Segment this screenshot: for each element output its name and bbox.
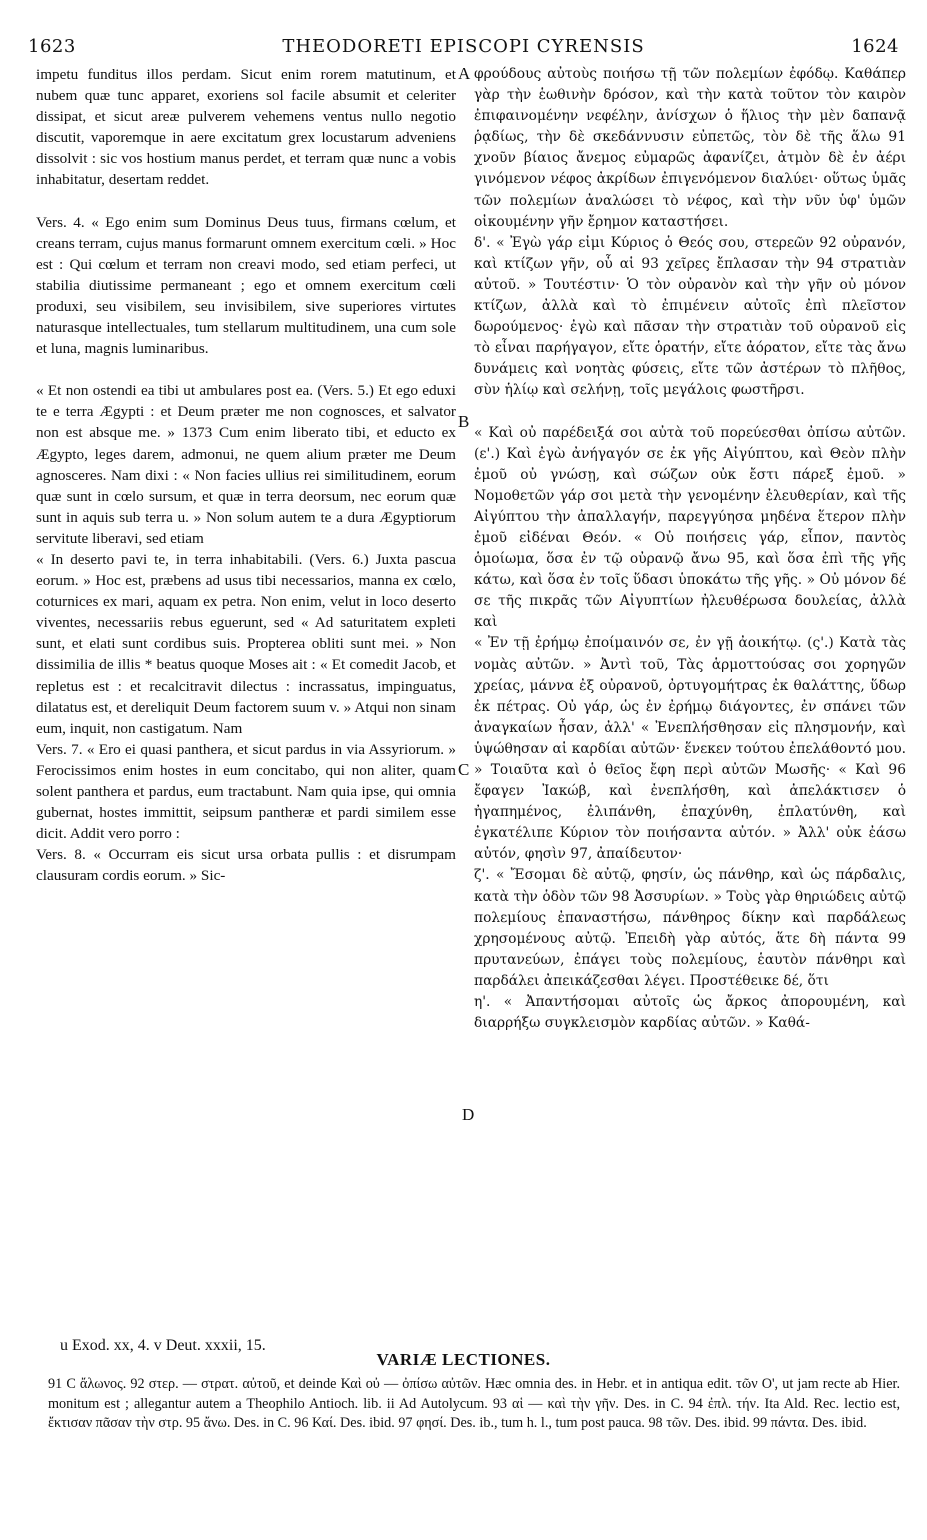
latin-paragraph: Vers. 4. « Ego enim sum Dominus Deus tuus, firmans cœlum, et creans terram, cujus manus formarunt omnem exercitum cœli. » Hoc est : Qui cœlum et terram non creavi modo, sed etiam perfeci, ut stabilia diutissime permaneant ; ego et omnem exercitum cœli produxi, seu visibilem, seu invisibilem, sive superiores virtutes naturasque intellectuales, tum stellarum multitudinem, una cum sole et luna, magnis luminaribus. xyxy=(36,213,456,358)
greek-paragraph: « Καὶ οὐ παρέδειξά σοι αὐτὰ τοῦ πορεύεσθαι ὀπίσω αὐτῶν. (ε'.) Καὶ ἐγὼ ἀνήγαγόν σε ἐκ γῆς Αἰγύπτου, καὶ Θεὸν πλὴν ἐμοῦ οὐ γνώσῃ, καὶ σώζων οὐκ ἔστι πάρεξ ἐμοῦ. » Νομοθετῶν γάρ σοι μετὰ τὴν γενομένην ἐλευθερίαν, καὶ τῆς Αἰγύπτου τὴν ἀπαλλαγήν, παρεγγύησα μηδένα ἕτερον πλὴν ἐμοῦ εἰδέναι Θεόν. « Οὐ ποιήσεις γάρ, εἶπον, παντὸς ὁμοίωμα, ὅσα ἐν τῷ οὐρανῷ ἄνω 95, καὶ ὅσα ἐπὶ τῆς γῆς κάτω, καὶ ὅσα ἐν τοῖς ὕδασι ὑποκάτω τῆς γῆς. » Οὐ μόνον δέ σε τῆς πικρᾶς τῶν Αἰγυπτίων ἠλευθέρωσα δουλείας, ἀλλὰ καὶ xyxy=(474,424,906,631)
latin-paragraph: Vers. 8. « Occurram eis sicut ursa orbata pullis : et disrumpam clausuram cordis eorum. » Sic- xyxy=(36,846,456,885)
page-number-left: 1623 xyxy=(28,36,76,57)
margin-marker-b: B xyxy=(458,412,470,431)
footnotes: u Exod. xx, 4. v Deut. xxxii, 15. xyxy=(60,1337,266,1354)
latin-paragraph: impetu funditus illos perdam. Sicut enim rorem matutinum, et nubem quæ tunc apparet, exoriens sol facile absumit et celeriter dissipat, et sicut areæ pulverem vehemens ventus nullo negotio discutit, vaporemque in aere excitatum grex locustarum adveniens dissolvit : sic vos hostium manus perdet, et terram quæ nunc a vobis inhabitatur, desertam reddet. xyxy=(36,66,456,189)
latin-paragraph: « In deserto pavi te, in terra inhabitabili. (Vers. 6.) Juxta pascua eorum. » Hoc est, præbens ad usus tibi necessarios, manna ex cœlo, coturnices ex mari, aquam ex petra. Non enim, velut in loco deserto viventes, necessariis rebus eguerunt, sed « Ad saturitatem expleti sunt, et elati sunt cordibus suis. Propterea obliti sunt mei. » Non dissimilia de illis * beatus quoque Moses ait : « Et comedit Jacob, et repletus est : et recalcitravit dilectus : incrassatus, impinguatus, dilatatus est, et dereliquit Deum factorem suum v. » Atqui non sinam eum, inquit, non castigatum. Nam xyxy=(36,550,456,737)
greek-column xyxy=(474,64,906,1034)
margin-marker-c: C xyxy=(458,760,470,779)
greek-paragraph: η'. « Ἀπαντήσομαι αὐτοῖς ὡς ἄρκος ἀπορουμένη, καὶ διαρρήξω συγκλεισμὸν καρδίας αὐτῶν. » Καθά- xyxy=(474,994,906,1032)
latin-paragraph: « Et non ostendi ea tibi ut ambulares post ea. (Vers. 5.) Et ego eduxi te e terra Ægypti : et Deum præter me non cognosces, et salvator non est absque me. » 1373 Cum enim liberato tibi, et educto ex Ægypto, leges darem, admonui, ne quem alium præter me Deum agnosceres. Nam dixi : « Non facies ullius rei similitudinem, eorum quæ sunt in cœlo sursum, et quæ in terra deorsum, nec eorum quæ sunt in aquis sub terra u. » Non solum autem te a dura Ægyptiorum servitute liberavi, sed etiam xyxy=(36,382,456,547)
greek-paragraph: δ'. « Ἐγὼ γάρ εἰμι Κύριος ὁ Θεός σου, στερεῶν 92 οὐρανόν, καὶ κτίζων γῆν, οὗ αἱ 93 χεῖρες ἔπλασαν τὴν 94 στρατιὰν αὐτοῦ. » Τουτέστιν· Ὁ τὸν οὐρανὸν καὶ τὴν γῆν οὐ μόνον κτίζων, ἀλλὰ καὶ τὸ ἐπιμένειν αὐτοῖς ἐπὶ πλεῖστον δωρούμενος· ἐγὼ καὶ πᾶσαν τὴν στρατιὰν τοῦ οὐρανοῦ εἰς τὸ εἶναι παρήγαγον, εἴτε ὁρατήν, εἴτε ἀόρατον, εἴτε τὰς ἄνω δυνάμεις καὶ νοητὰς φύσεις, εἴτε τῶν ἀστέρων τὸ πλῆθος, σὺν ἡλίῳ καὶ σελήνῃ, τοῖς μεγάλοις φωστῆρσι. xyxy=(474,234,906,399)
margin-marker-d: D xyxy=(462,1105,475,1124)
running-title: THEODORETI EPISCOPI CYRENSIS xyxy=(282,36,645,57)
page-header xyxy=(28,36,899,62)
variae-lectiones-text: 91 C ἄλωνος. 92 στερ. — στρατ. αὐτοῦ, et deinde Καὶ οὐ — ὀπίσω αὐτῶν. Hæc omnia des. in Hebr. et in antiqua edit. τῶν Ο', ut jam recte ab Hier. monitum est ; allegantur autem a Theophilo Antioch. lib. ii Ad Autolycum. 93 αἱ — καὶ τὴν γῆν. Des. in C. 94 ἐπλ. τήν. Ita Ald. Rec. lectio est, ἔκτισαν πᾶσαν τὴν στρ. 95 ἄνω. Des. in C. 96 Καί. Des. ibid. 97 φησί. Des. ib., tum h. l., tum post pauca. 98 τῶν. Des. ibid. 99 πάντα. Des. ibid. xyxy=(48,1376,900,1431)
greek-paragraph: « Ἐν τῇ ἐρήμῳ ἐποίμαινόν σε, ἐν γῇ ἀοικήτῳ. (ς'.) Κατὰ τὰς νομὰς αὐτῶν. » Ἀντὶ τοῦ, Τὰς ἁρμοττούσας σοι χορηγῶν χρείας, μάννα ἐξ οὐρανοῦ, ὀρτυγομήτρας ἐκ θαλάττης, ὕδωρ ἐκ πέτρας. Οὐ γάρ, ὡς ἐν ἐρήμῳ διάγοντες, ἐν σπάνει τῶν ἀναγκαίων ἦσαν, ἀλλ' « Ἐνεπλήσθησαν εἰς πλησμονήν, καὶ ὑψώθησαν αἱ καρδίαι αὐτῶν· ἕνεκεν τούτου ἐπελάθοντό μου. » Τοιαῦτα καὶ ὁ θεῖος ἔφη περὶ αὐτῶν Μωσῆς· « Καὶ 96 ἔφαγεν Ἰακώβ, καὶ ἐνεπλήσθη, καὶ ἀπελάκτισεν ὁ ἠγαπημένος, ἐλιπάνθη, ἐπαχύνθη, ἐπλατύνθη, καὶ ἐγκατέλιπε Κύριον τὸν ποιήσαντα αὐτόν. » Ἀλλ' οὐκ ἐάσω αὐτόν, φησὶν 97, ἀπαίδευτον· xyxy=(474,635,906,863)
margin-marker-a: A xyxy=(458,64,471,83)
page-number-right: 1624 xyxy=(851,36,899,57)
greek-paragraph: φρούδους αὐτοὺς ποιήσω τῇ τῶν πολεμίων ἐφόδῳ. Καθάπερ γὰρ τὴν ἑωθινὴν δρόσον, καὶ τὴν κατὰ τοῦτον τὸν καιρὸν ἐπιφαινομένην νεφέλην, ἀνίσχων ὁ ἥλιος τὴν μὲν δαπανᾷ ῥᾳδίως, τὴν δὲ σκεδάννυσιν εὐπετῶς, τὸν δὲ τῆς ἅλω 91 χνοῦν βίαιος ἄνεμος εὐμαρῶς ἀφανίζει, ἀτμὸν δὲ ἐν ἀέρι γινόμενον νέφος ἀκρίδων ἐπιγενόμενον διαλύει· οὕτως ὑμᾶς τῶν πολεμίων ἀναλώσει τὸ νέφος, καὶ τὴν νῦν ὑφ' ὑμῶν οἰκουμένην γῆν ἔρημον καταστήσει. xyxy=(474,66,906,230)
latin-column xyxy=(36,64,456,886)
greek-paragraph: ζ'. « Ἔσομαι δὲ αὐτῷ, φησίν, ὡς πάνθηρ, καὶ ὡς πάρδαλις, κατὰ τὴν ὁδὸν τῶν 98 Ἀσσυρίων. » Τοὺς γὰρ θηριώδεις αὐτῷ πολεμίους ἐπαναστήσω, πάνθηρος δίκην καὶ παρδάλεως χρησομένους αὐτῷ. Ἐπειδὴ γὰρ αὐτός, ἅτε δὴ πάντα 99 πρυτανεύων, ἐπάγει τοὺς πολεμίους, ἑαυτὸν πάνθηρι καὶ παρδάλει ἀπεικάζεσθαι λέγει. Προστέθεικε δέ, ὅτι xyxy=(474,867,906,989)
latin-paragraph: Vers. 7. « Ero ei quasi panthera, et sicut pardus in via Assyriorum. » Ferocissimos enim hostes in eum concitabo, qui non aliter, quam solent panthera et pardus, eum tractabunt. Nam quia ipse, qui omnia gubernat, hostes immittit, seipsum pantheræ et pardi similem esse dicit. Addit vero porro : xyxy=(36,740,456,843)
variae-lectiones-title: VARIÆ LECTIONES. xyxy=(376,1350,551,1369)
